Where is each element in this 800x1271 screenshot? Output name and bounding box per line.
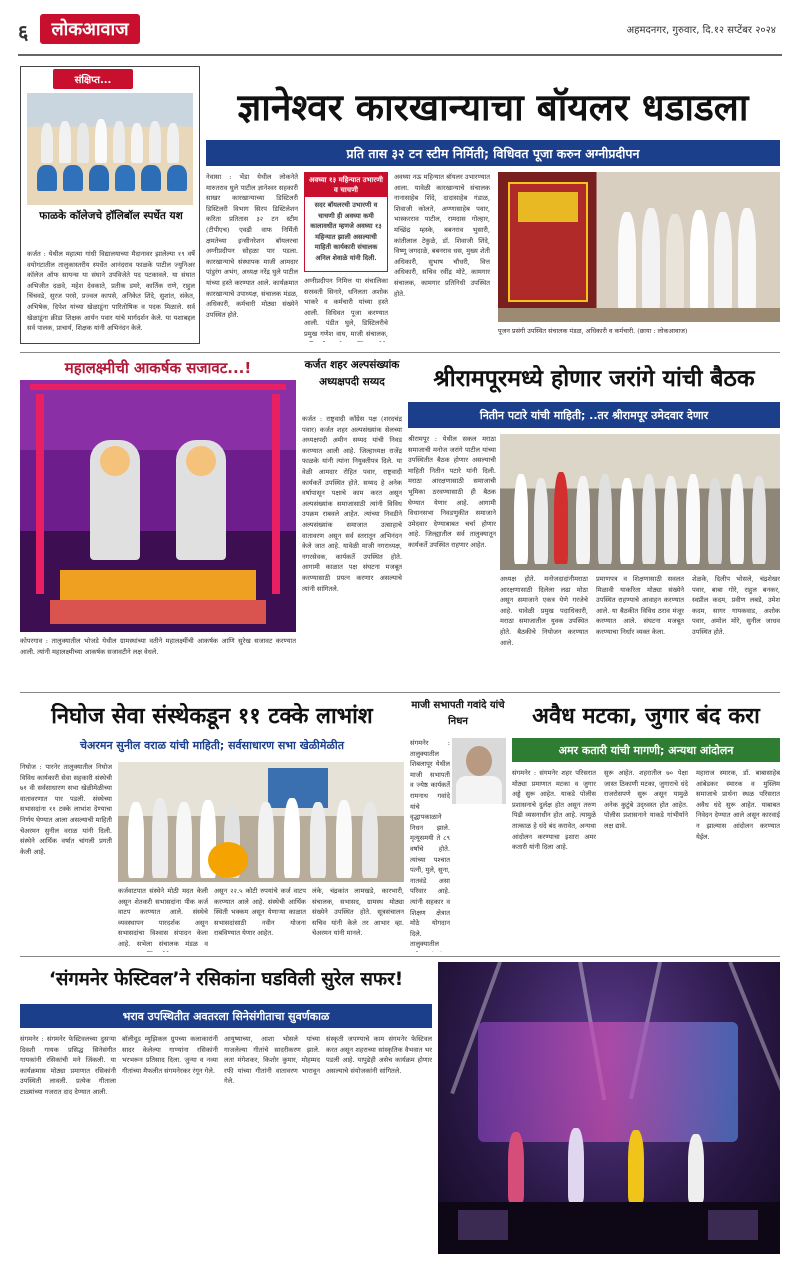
karjat-body: कर्जत : राष्ट्रवादी काँग्रेस पक्ष (शरदचंद्र पवार) कर्जत शहर अल्पसंख्यांक सेलच्या अध्यक्षपदी अमीन सय्यद यांची निवड करण्यात आली आहे. जिल्हाध्यक्ष राजेंद्र फाळके यांनी त्यांना नियुक्तीपत्र दिले. या वेळी आमदार रोहित पवार, राष्ट्रवादी कार्यकर्ते उपस्थित होते. सय्यद हे अनेक वर्षापासून पक्षाचे काम करत असून अल्पसंख्यांक समाजासाठी त्यांनी विविध उपक्रम राबवले आहेत. त्यांच्या निवडीने अल्पसंख्यांक समाजात उत्साहाचे वातावरण असून सर्व स्तरातून अभिनंदन केले जात आहे. यावेळी माजी नगराध्यक्ष, नगरसेवक, कार्यकर्ते उपस्थित होते. आगामी काळात पक्ष संघटना मजबूत करण्यासाठी प्रयत्न करणार असल्याचे त्यांनी सांगितले. <box>302 415 402 593</box>
festival-body-3: आयुष्याच्या, आशा भोसले यांच्या गाजलेल्या गीतांचे सादरीकरण झाले. लता मंगेशकर, किशोर कुमार, मोहम्मद रफी यांच्या गीतांनी वातावरण भारावून गेले. <box>224 1035 320 1086</box>
sankshipt-headline: फाळके कॉलेजचे हॉलिबॉल स्पर्धेत यश <box>39 210 183 222</box>
matka-body-2: सुरू आहेत. शहरातील ७० पेक्षा जास्त ठिकाणी मटका, जुगाराचे धंदे राजरोसपणे सुरू असून यामुळे अनेक कुटुंबे उद्ध्वस्त होत आहेत. पोलीस प्रशासनाने याकडे गांभीर्याने लक्ष द्यावे. <box>604 769 688 830</box>
masthead <box>0 0 800 62</box>
masthead-rule <box>18 54 782 56</box>
decor-headline: महालक्ष्मीची आकर्षक सजावट...! <box>64 359 252 377</box>
lead-callout <box>304 172 388 272</box>
sankshipt-body: कर्जत : येथील महात्मा गांधी विद्यालयाच्या मैदानावर झालेल्या १९ वर्षे वयोगटातील तालुकास्तरीय स्पर्धेत आनंदराव फाळके पाटील ज्युनिअर कॉलेज ऑफ सायन्स या संघाने उपविजेते पद पटकावले. या संघात अभिजीत दळवे, महेश देवकाते, प्रतीक डमरे, कार्तिक राणे, राहुल चिंचवडे, सुरज परसे, प्रज्वल कापसे, अनिकेत शिंदे, सुशांत, संकेत, अभिषेक, दिपेश यांच्या खेळाडूंना पारितोषिक व पदक मिळाले. सर्व खेळाडूंना क्रीडा शिक्षक आर्यन पवार यांचे मार्गदर्शन केले. या यशाबद्दल सर्व पालक, प्राचार्य, शिक्षक यांनी अभिनंदन केले. <box>27 250 195 333</box>
jarange-meeting-photo <box>500 434 780 570</box>
nighoj-subhead: चेअरमन सुनील वराळ यांची माहिती; सर्वसाधारण सभा खेळीमेळीत <box>80 739 344 752</box>
lead-col-2: अग्नीप्रदीपन निमित्त या संचालिका सरस्वती सिनारे, धनिलता अशोक भाकरे व कर्मचारी यांच्या हस्ते आली. विधिवत पूजा करण्यात आली. पंडीत घुले, डिस्टिलरीचे प्रमुख गणेश वाघ, माजी संचालक, <box>304 277 388 338</box>
lead-subhead: प्रति तास ३२ टन स्टीम निर्मिती; विधिवत पूजा करुन अग्नीप्रदीपन <box>206 140 780 166</box>
lead-col-3: अवघ्या नऊ महिन्यात बॉयलर उभारण्यात आला. यावेळी कारखान्याचे संचालक नानासाहेब शिंदे, दादासाहेब गंडाळ, शिवाजी कोलते, अण्णासाहेब पवार, भास्करराव पाटील, रामदास गोल्हार, मच्छिंद्र म्हस्के, बबनराव भुसारी, कांतीलाल टेकुळे, डॉ. शिवाजी शिंदे, विष्णू जगदाळे, बबनराव धस, मुख्य शेती अधिकारी, सुभाष चौधरी, वित्त अधिकारी, सचिव रवींद्र मोटे, कामगार संचालक, कामगार प्रतिनिधी उपस्थित होते. <box>394 173 490 298</box>
section-rule-1 <box>20 352 780 353</box>
dateline: अहमदनगर, गुरुवार, दि.१२ सप्टेंबर २०२४ <box>626 25 776 36</box>
obit-body-cont <box>452 808 506 952</box>
festival-headline: ‘संगमनेर फेस्टिवल’ने रसिकांना घडविली सुरेल सफर! <box>48 969 404 990</box>
lead-photo-caption: पूजन प्रसंगी उपस्थित संचालक मंडळ, अधिकारी व कर्मचारी. (छाया : लोकआवाज) <box>498 327 688 335</box>
sankshipt-label: संक्षिप्त... <box>53 69 133 89</box>
logo-text: लोकआवाज <box>51 19 129 40</box>
nighoj-body-2: कर्जवाटपात संस्थेने मोठी मदत केली असून शेतकरी सभासदांना पीक कर्ज वाटप करण्यात आले. संस्थेचे व्यवस्थापन पारदर्शक असून सभासदांचा विश्वास संपादन केला आहे. सभेला संचालक मंडळ व <box>118 887 208 948</box>
logo <box>40 14 140 44</box>
matka-body-1: संगमनेर : संगमनेर शहर परिसरात मोठ्या प्रमाणात मटका व जुगार अड्डे सुरू आहेत. याकडे पोलीस प्रशासनाचे दुर्लक्ष होत असून तरुण पिढी व्यसनाधीन होत आहे. त्यामुळे तात्काळ हे धंदे बंद करावेत, अन्यथा आंदोलन करण्याचा इशारा अमर कतारी यांनी दिला आहे. <box>512 769 596 852</box>
karjat-headline: कर्जत शहर अल्पसंख्यांक अध्यक्षपदी सय्यद <box>304 359 400 388</box>
festival-body-1: संगमनेर : संगमनेर फेस्टिवलच्या दुसऱ्या दिवशी गायक प्रसिद्ध सिनेसंगीत गायकांनी रसिकांची मने जिंकली. या कार्यक्रमास मोठ्या प्रमाणात रसिकांनी उपस्थिती लावली. प्रत्येक गीताला टाळ्यांच्या गजरात दाद देण्यात आली. <box>20 1035 116 1096</box>
festival-subhead: भराव उपस्थितीत अवतरला सिनेसंगीताचा सुवर्णकाळ <box>20 1004 432 1028</box>
callout-title: अवघ्या १३ महिन्यात उभारणी व चाचणी <box>305 173 387 197</box>
shrirampur-body-4: शेळके, दिलीप भोसले, चंद्रशेखर पवार, बाबा गोरे, राहुल बनकर, स्वप्नील कदम, प्रवीण लबडे, उमेश कदम, सागर गायकवाड, अशोक पवार, अमोल मोरे, सुनील जाधव उपस्थित होते. <box>692 575 780 636</box>
festival-body-2: बॉलीवूड म्युझिकल ग्रुपच्या कलाकारांनी सादर केलेल्या गाण्यांना रसिकांनी भरभरून प्रतिसाद दिला. जुन्या व नव्या गीतांच्या मैफलीत संगमनेरकर रंगून गेले. <box>122 1035 218 1075</box>
shrirampur-body-2: अध्यक्ष होते. मनोजदादांनीमराठा आरक्षणासाठी दिलेला लढा मोठा असून समाजाने एकत्र येणे गरजेचे आहे. यावेळी प्रमुख पदाधिकारी, मराठा समाजातील युवक उपस्थित होते. बैठकीचे नियोजन करण्यात आले. <box>500 575 588 647</box>
matka-subhead: अमर कतारी यांची मागणी; अन्यथा आंदोलन <box>512 738 780 762</box>
shrirampur-headline: श्रीरामपूरमध्ये होणार जरांगे यांची बैठक <box>433 366 755 392</box>
matka-body-3: महाराज स्मारक, डॉ. बाबासाहेब आंबेडकर स्मारक व मुस्लिम समाजाचे प्रार्थना स्थळ परिसरात अवैध धंदे सुरू आहेत. याबाबत निवेदन देण्यात आले असून कारवाई न झाल्यास आंदोलन करण्यात येईल. <box>696 769 780 841</box>
page-number: ६ <box>18 20 29 44</box>
nighoj-body-3: असून २२.५ कोटी रुपयांचे कर्ज वाटप करण्यात आले आहे. संस्थेची आर्थिक स्थिती भक्कम असून येणाऱ्या काळात सभासदांसाठी नवीन योजना राबविण्यात येणार आहेत. <box>214 887 306 938</box>
shrirampur-body-1b <box>408 574 496 688</box>
decor-caption: कोपरगाव : तालुक्यातील भोजडे येथील ग्रामस्थांच्या वतीने महालक्ष्मींची आकर्षक आणि सुरेख सजावट करण्यात आली. त्यांनी महालक्ष्मीच्या आकर्षक सजावटीने लक्ष वेधले. <box>20 637 296 656</box>
festival-stage-photo <box>438 962 780 1254</box>
sankshipt-box <box>20 66 200 344</box>
shrirampur-body-3: प्रमाणपत्र व शिक्षणासाठी सवलत मिळावी याकरिता मोठ्या संख्येने उपस्थित राहण्याचे आवाहन करण्यात आले. या बैठकीत विविध ठराव मंजूर करण्यात आले. संघटना मजबूत करण्याचा निर्धार व्यक्त केला. <box>596 575 684 636</box>
shrirampur-subhead: नितीन पटारे यांची माहिती; ..तर श्रीरामपूर उमेदवार देणार <box>408 402 780 428</box>
nighoj-body-1: निघोज : पारनेर तालुक्यातील निघोज विविध कार्यकारी सेवा सहकारी संस्थेची ७१ वी सर्वसाधारण सभा खेळीमेळीच्या वातावरणात पार पडली. संस्थेच्या सभासदांना ११ टक्के लाभांश देण्याचा निर्णय घेण्यात आला असल्याची माहिती चेअरमन सुनील वराळ यांनी दिली. संस्थेने आर्थिक वर्षात चांगली प्रगती केली आहे. <box>20 763 112 856</box>
obit-headline: माजी सभापती गवांदे यांचे निधन <box>411 700 505 727</box>
callout-body: सदर बॉयलरची उभारणी व चाचणी ही अवघ्या कमी कालावधीत म्हणजे अवघ्या १३ महिन्यात झाली असल्याची माहिती कार्यकारी संचालक अनिल शेवाळे यांनी दिली. <box>310 201 382 262</box>
nighoj-headline: निघोज सेवा संस्थेकडून ११ टक्के लाभांश <box>51 704 373 729</box>
mahalakshmi-decor-photo <box>20 380 296 632</box>
nighoj-body-4: लंके, चंद्रकांत लामखडे, कारभारी, संचालक, सभासद, ग्रामस्थ मोठ्या संख्येने उपस्थित होते. सूत्रसंचालन सचिव यांनी केले तर आभार व्हा. चेअरमन यांनी मानले. <box>312 887 404 938</box>
section-rule-3 <box>20 956 780 957</box>
lead-headline: ज्ञानेश्वर कारखान्याचा बॉयलर धडाडला <box>237 86 749 129</box>
matka-headline: अवैध मटका, जुगार बंद करा <box>532 704 760 729</box>
volleyball-team-photo <box>27 93 193 205</box>
section-rule-2 <box>20 692 780 693</box>
boiler-puja-photo <box>498 172 780 322</box>
shrirampur-body-1: श्रीरामपूर : येथील सकल मराठा समाजाची मनोज जरांगे पाटील यांच्या उपस्थितीत बैठक होणार असल्याची माहिती नितीन पटारे यांनी दिली. मराठा आरक्षणासाठी समाजाची भूमिका ठरवण्यासाठी ही बैठक घेण्यात येणार आहे. आगामी विधानसभा निवडणुकीत समाजाने उमेदवार देण्याबाबत चर्चा होणार आहे. जिल्ह्यातील सर्व तालुक्यातून कार्यकर्ते उपस्थित राहणार आहेत. <box>408 435 496 549</box>
nighoj-meeting-photo <box>118 762 404 882</box>
obit-body: संगमनेर : तालुक्यातील शिबलापूर येथील माजी सभापती व ज्येष्ठ कार्यकर्ते रामनाथ गवांदे यांचे वृद्धापकाळाने निधन झाले. मृत्यूसमयी ते ८९ वर्षांचे होते. त्यांच्या पश्चात पत्नी, मुले, सुना, नातवंडे असा परिवार आहे. त्यांनी सहकार व शिक्षण क्षेत्रात मोठे योगदान दिले. तालुक्यातील <box>410 739 450 949</box>
festival-body-4: संस्कृती जपण्याचे काम संगमनेर फेस्टिवल करत असून शहराच्या सांस्कृतिक वैभवात भर पडली आहे. यापुढेही असेच कार्यक्रम होणार असल्याचे संयोजकांनी सांगितले. <box>326 1035 432 1075</box>
obit-portrait <box>452 738 506 804</box>
lead-col-1: नेवासा : भेंडा येथील लोकनेते मारुतराव घुले पाटील ज्ञानेश्वर सहकारी साखर कारखान्याच्या डिस्टिलरी डिस्टिलरी विभाग सिरप डिस्टिलेशन करिता प्रतितास ३२ टन स्टीम (टीपीएच) एवढी वाफ निर्मिती क्षमतेच्या इन्सीनरेशन बॉयलरचा अग्नीप्रदीपन सोहळा पार पडला. कारखान्याचे संस्थापक माजी आमदार पांडुरंग अभंग, अध्यक्ष नरेंद्र घुले पाटील यांच्या हस्ते करण्यात आले. कार्यक्रमात कारखान्याचे उपाध्यक्ष, संचालक मंडळ, अधिकारी, कर्मचारी मोठ्या संख्येने उपस्थित होते. <box>206 173 298 319</box>
